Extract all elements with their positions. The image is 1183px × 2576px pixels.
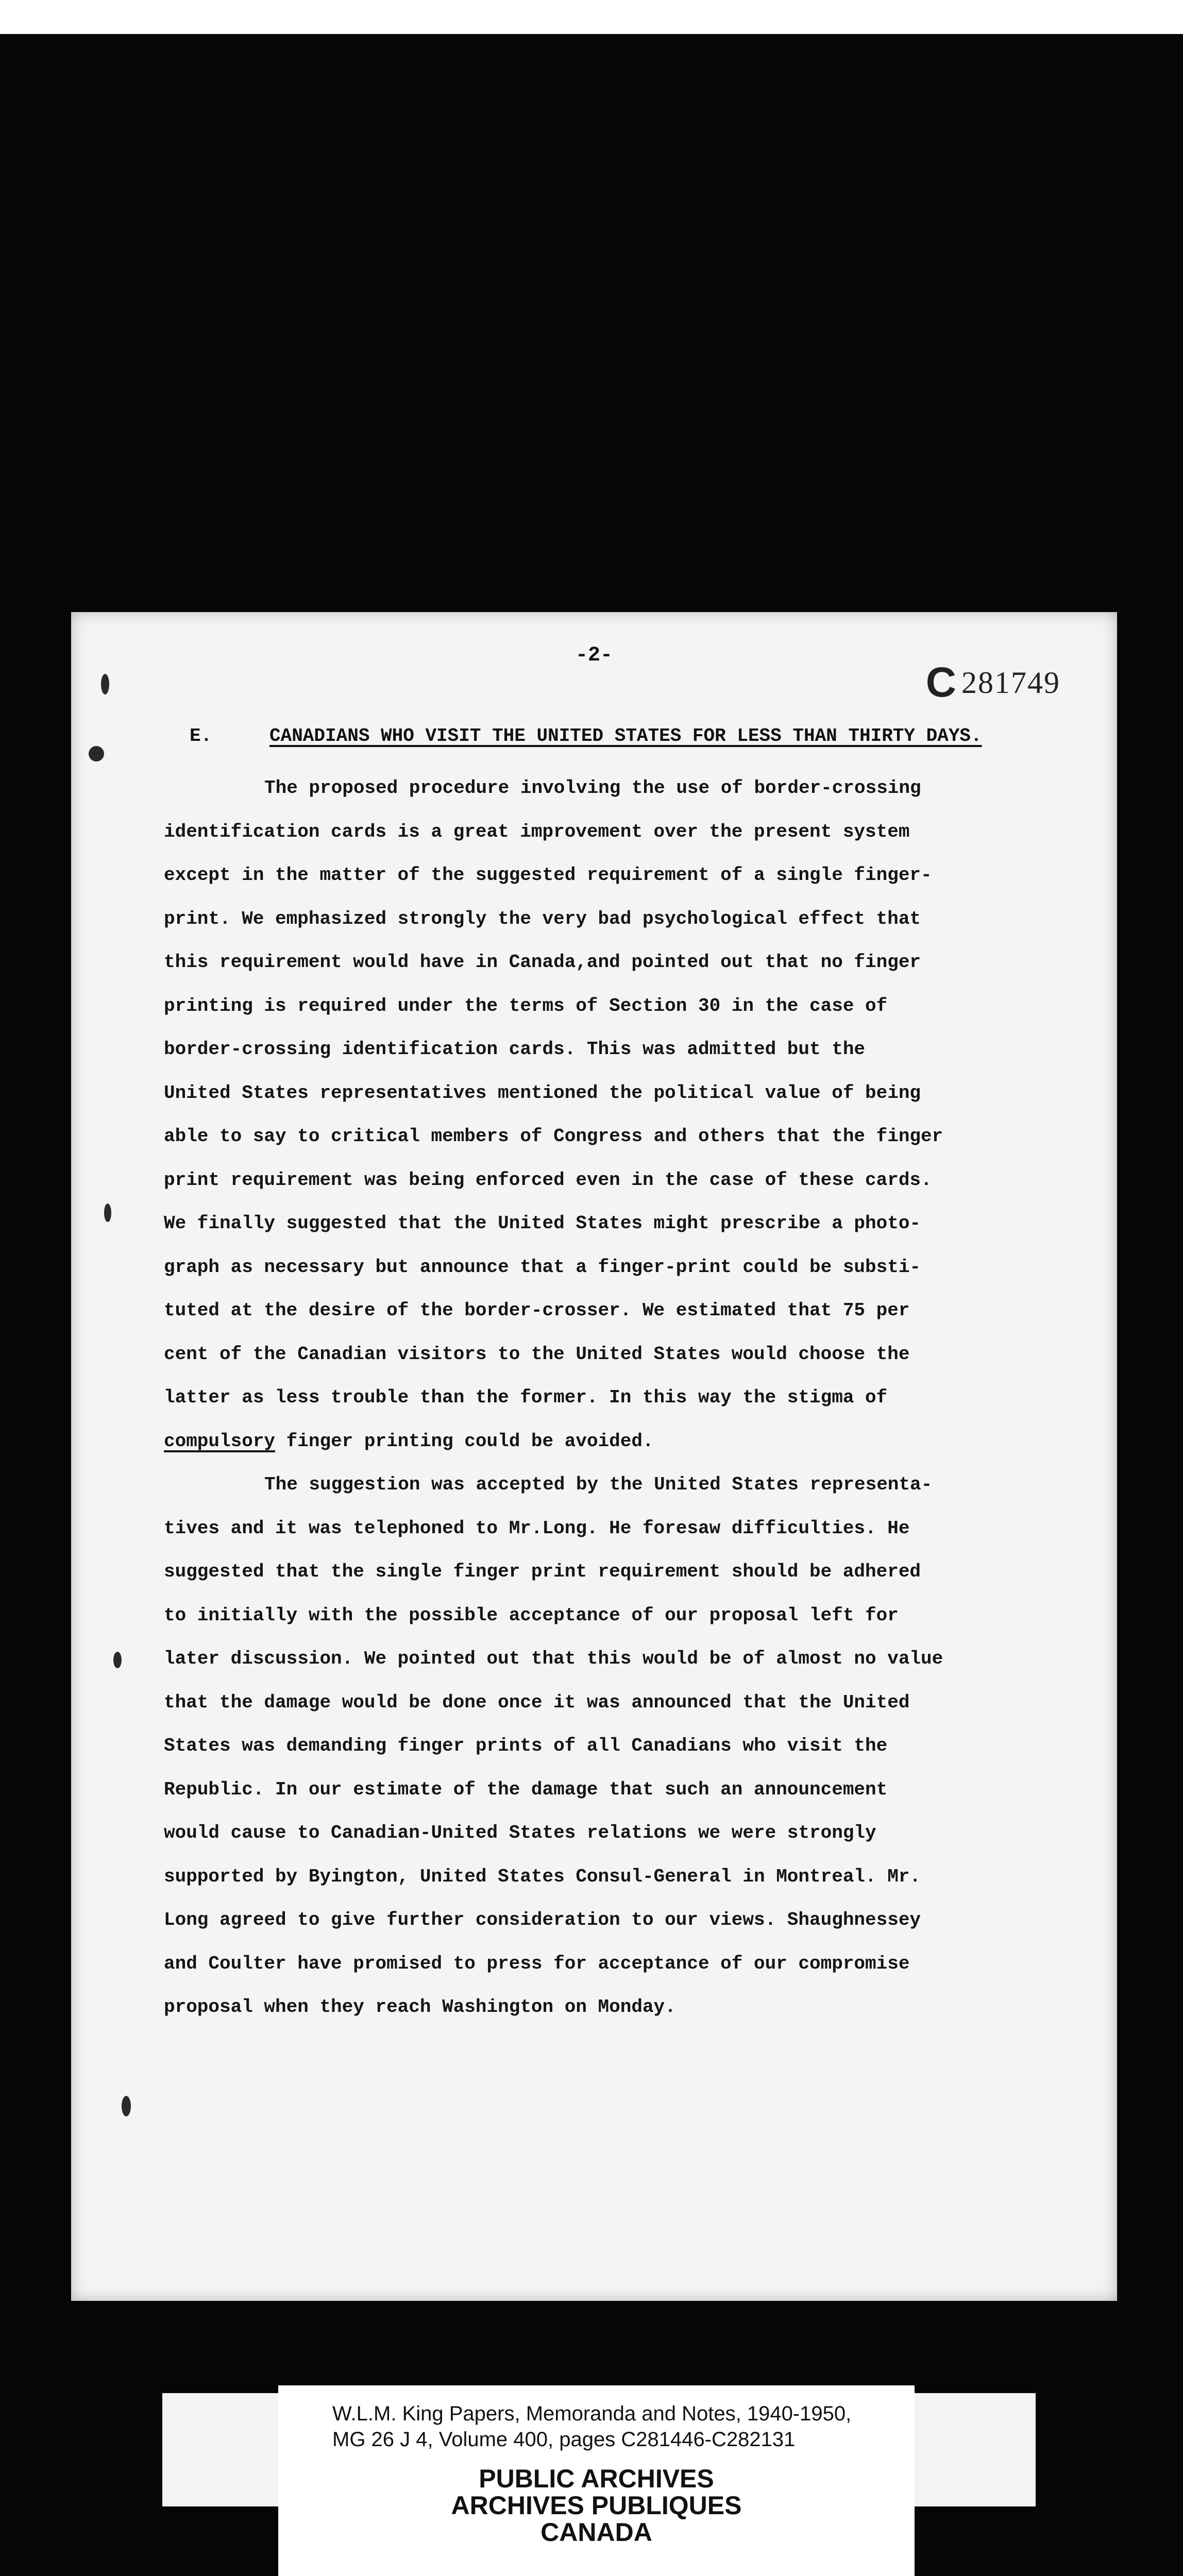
reference-line: MG 26 J 4, Volume 400, pages C281446-C282131 [332, 2428, 796, 2451]
archive-name-line: ARCHIVES PUBLIQUES [451, 2491, 742, 2520]
punch-hole [89, 746, 104, 761]
text-line [164, 1420, 1143, 1464]
section-heading [190, 725, 982, 747]
text-line: except in the matter of the suggested requirement of a single finger- [164, 865, 932, 886]
archive-stamp [926, 658, 1060, 707]
text-line: proposal when they reach Washington on Monday. [164, 1996, 676, 2018]
archive-reference [332, 2401, 851, 2452]
text-line: tuted at the desire of the border-crosser. We estimated that 75 per [164, 1300, 910, 1321]
punch-hole [122, 2096, 131, 2116]
document-page [71, 612, 1117, 2301]
text-line: later discussion. We pointed out that this would be of almost no value [164, 1648, 943, 1669]
punch-hole [101, 674, 109, 694]
section-marker: E. [190, 725, 212, 747]
line-continuation: finger printing could be avoided. [275, 1430, 654, 1452]
reference-line: W.L.M. King Papers, Memoranda and Notes, 1940-1950, [332, 2402, 852, 2425]
archive-name-line: PUBLIC ARCHIVES [479, 2464, 714, 2493]
text-line: United States representatives mentioned the political value of being [164, 1082, 921, 1104]
text-line: print requirement was being enforced even in the case of these cards. [164, 1169, 932, 1191]
text-line: We finally suggested that the United States might prescribe a photo- [164, 1213, 921, 1234]
body-text [164, 767, 1143, 2029]
text-line: suggested that the single finger print requirement should be adhered [164, 1561, 921, 1582]
text-line: The suggestion was accepted by the United States representa- [264, 1474, 933, 1495]
stamp-letter: C [925, 659, 956, 706]
text-line: that the damage would be done once it was announced that the United [164, 1691, 910, 1713]
text-line: this requirement would have in Canada,and pointed out that no finger [164, 952, 921, 973]
text-line: Long agreed to give further consideration to our views. Shaughnessey [164, 1909, 921, 1930]
text-line: identification cards is a great improvement over the present system [164, 821, 910, 842]
text-line: border-crossing identification cards. This was admitted but the [164, 1039, 866, 1060]
punch-hole [104, 1204, 111, 1222]
page-number: -2- [575, 644, 613, 667]
text-line: tives and it was telephoned to Mr.Long. He foresaw difficulties. He [164, 1517, 910, 1539]
text-line: States was demanding finger prints of all Canadians who visit the [164, 1735, 888, 1756]
stamp-number: 281749 [961, 665, 1060, 700]
section-title: CANADIANS WHO VISIT THE UNITED STATES FOR LESS THAN THIRTY DAYS. [269, 725, 982, 747]
underlined-word: compulsory [164, 1430, 276, 1452]
text-line: supported by Byington, United States Consul-General in Montreal. Mr. [164, 1866, 921, 1887]
archive-label [278, 2385, 915, 2576]
archive-name [278, 2465, 915, 2546]
archive-name-line: CANADA [540, 2518, 652, 2547]
text-line: latter as less trouble than the former. In this way the stigma of [164, 1387, 888, 1408]
text-line: print. We emphasized strongly the very bad psychological effect that [164, 908, 921, 929]
text-line: would cause to Canadian-United States relations we were strongly [164, 1822, 876, 1843]
text-line: graph as necessary but announce that a finger-print could be substi- [164, 1256, 921, 1278]
text-line: cent of the Canadian visitors to the United States would choose the [164, 1343, 910, 1365]
text-line: Republic. In our estimate of the damage that such an announcement [164, 1778, 888, 1800]
text-line: printing is required under the terms of Section 30 in the case of [164, 995, 888, 1016]
text-line: and Coulter have promised to press for acceptance of our compromise [164, 1953, 910, 1974]
text-line: The proposed procedure involving the use of border-crossing [264, 777, 921, 799]
text-line: able to say to critical members of Congress and others that the finger [164, 1126, 943, 1147]
punch-hole [113, 1652, 122, 1668]
text-line: to initially with the possible acceptance of our proposal left for [164, 1604, 899, 1626]
